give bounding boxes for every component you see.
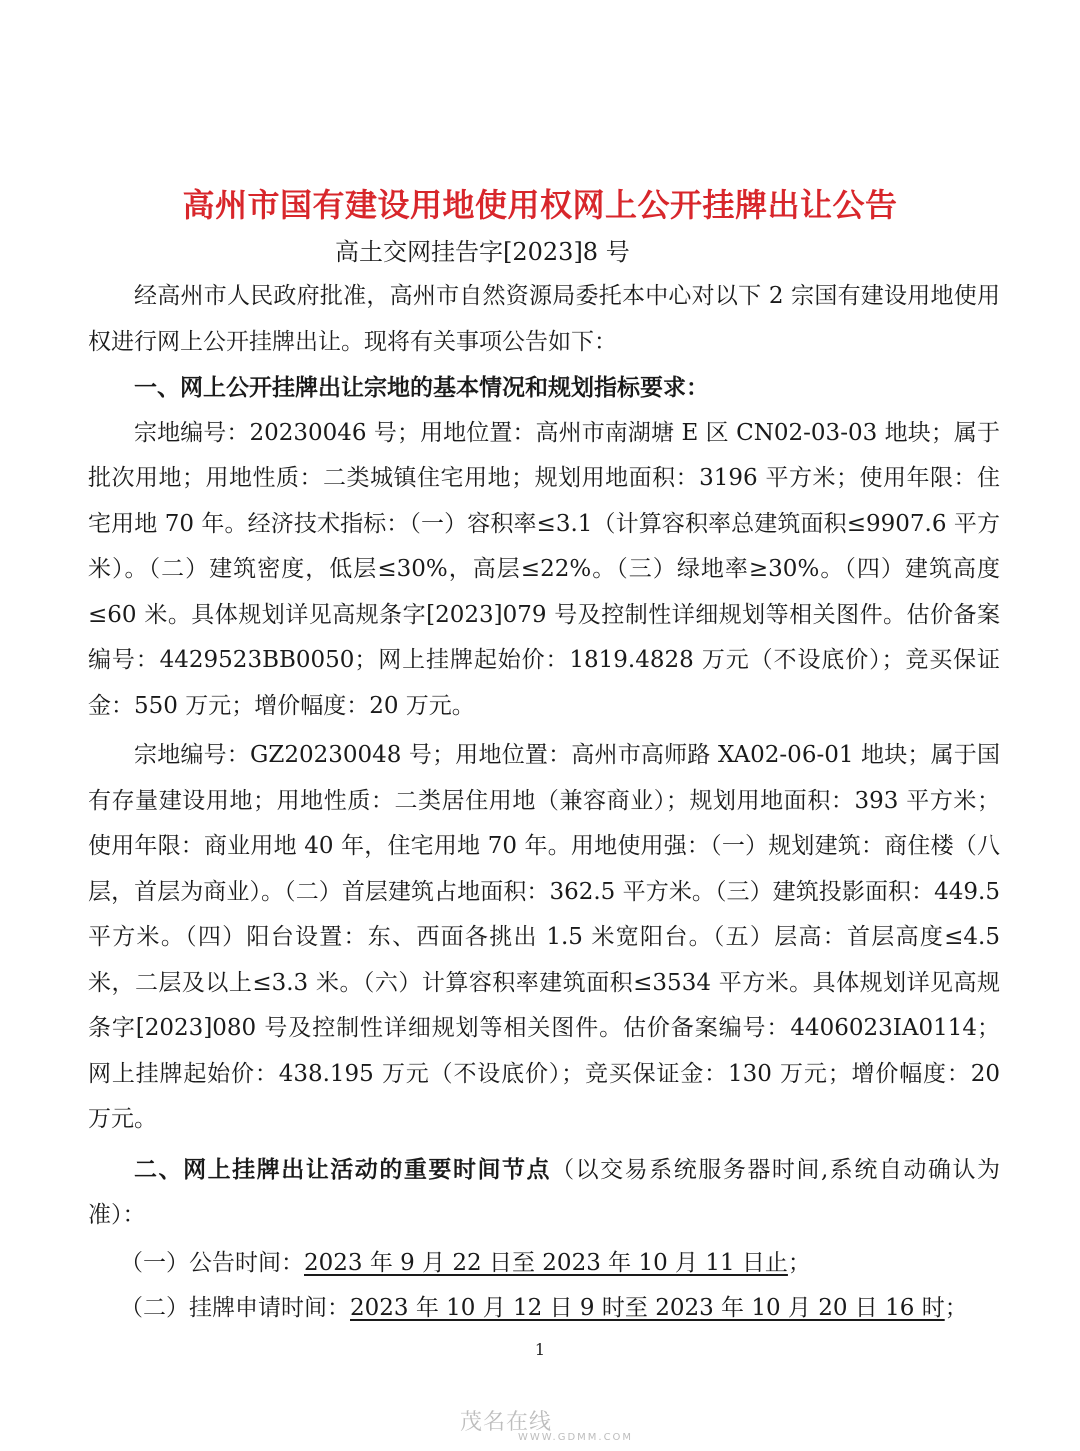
time-item-1 bbox=[88, 1241, 1000, 1287]
section-1-heading: 一、网上公开挂牌出让宗地的基本情况和规划指标要求： bbox=[134, 374, 709, 401]
watermark-text: 茂名在线 bbox=[460, 1410, 553, 1435]
intro-paragraph: 经高州市人民政府批准，高州市自然资源局委托本中心对以下 2 宗国有建设用地使用权进行网上公开挂牌出让。现将有关事项公告如下： bbox=[88, 283, 1000, 355]
site-watermark bbox=[460, 1405, 633, 1443]
time-item-2 bbox=[88, 1286, 1000, 1332]
document-number: 高土交网挂告字[2023]8 号 bbox=[335, 238, 630, 266]
time-2-value: 2023 年 10 月 12 日 9 时至 2023 年 10 月 20 日 16 时 bbox=[350, 1295, 945, 1321]
parcel-1-paragraph: 宗地编号：20230046 号；用地位置：高州市南湖塘 E 区 CN02-03-03 地块；属于批次用地；用地性质：二类城镇住宅用地；规划用地面积：3196 平方米；使用年限：住宅用地 70 年。经济技术指标：（一）容积率≤3.1（计算容积率总建筑面积≤9907.6 平方米）。（二）建筑密度，低层≤30%，高层≤22%。（三）绿地率≥30%。（四）建筑高度≤60 米。具体规划详见高规条字[2023]079 号及控制性详细规划等相关图件。估价备案编号：4429523BB0050；网上挂牌起始价：1819.4828 万元（不设底价）；竞买保证金：550 万元；增价幅度：20 万元。 bbox=[88, 419, 1000, 719]
time-1-value: 2023 年 9 月 22 日至 2023 年 10 月 11 日止 bbox=[304, 1249, 788, 1276]
time-2-label: （二）挂牌申请时间： bbox=[120, 1295, 350, 1321]
page-title: 高州市国有建设用地使用权网上公开挂牌出让公告 bbox=[182, 186, 898, 224]
time-2-end: ； bbox=[944, 1295, 968, 1321]
time-1-label: （一）公告时间： bbox=[120, 1249, 304, 1276]
time-1-end: ； bbox=[787, 1249, 811, 1276]
section-2-note: （以交易系统服务器时间,系统自动确认为准）： bbox=[88, 1156, 1000, 1228]
parcel-2-paragraph: 宗地编号：GZ20230048 号；用地位置：高州市高师路 XA02-06-01 地块；属于国有存量建设用地；用地性质：二类居住用地（兼容商业）；规划用地面积：393 平方米；使用年限：商业用地 40 年，住宅用地 70 年。用地使用强：（一）规划建筑：商住楼（八层，首层为商业）。（二）首层建筑占地面积：362.5 平方米。（三）建筑投影面积：449.5 平方米。（四）阳台设置：东、西面各挑出 1.5 米宽阳台。（五）层高：首层高度≤4.5 米，二层及以上≤3.3 米。（六）计算容积率建筑面积≤3534 平方米。具体规划详见高规条字[2023]080 号及控制性详细规划等相关图件。估价备案编号：4406023IA0114；网上挂牌起始价：438.195 万元（不设底价）；竞买保证金：130 万元；增价幅度：20 万元。 bbox=[88, 742, 1000, 1132]
section-2-heading: 二、网上挂牌出让活动的重要时间节点 bbox=[134, 1155, 552, 1183]
document-body bbox=[88, 274, 1000, 1332]
section-2-paragraph bbox=[88, 1147, 1000, 1239]
page-number: 1 bbox=[534, 1340, 546, 1359]
watermark-url: WWW.GDMM.COM bbox=[518, 1432, 634, 1443]
